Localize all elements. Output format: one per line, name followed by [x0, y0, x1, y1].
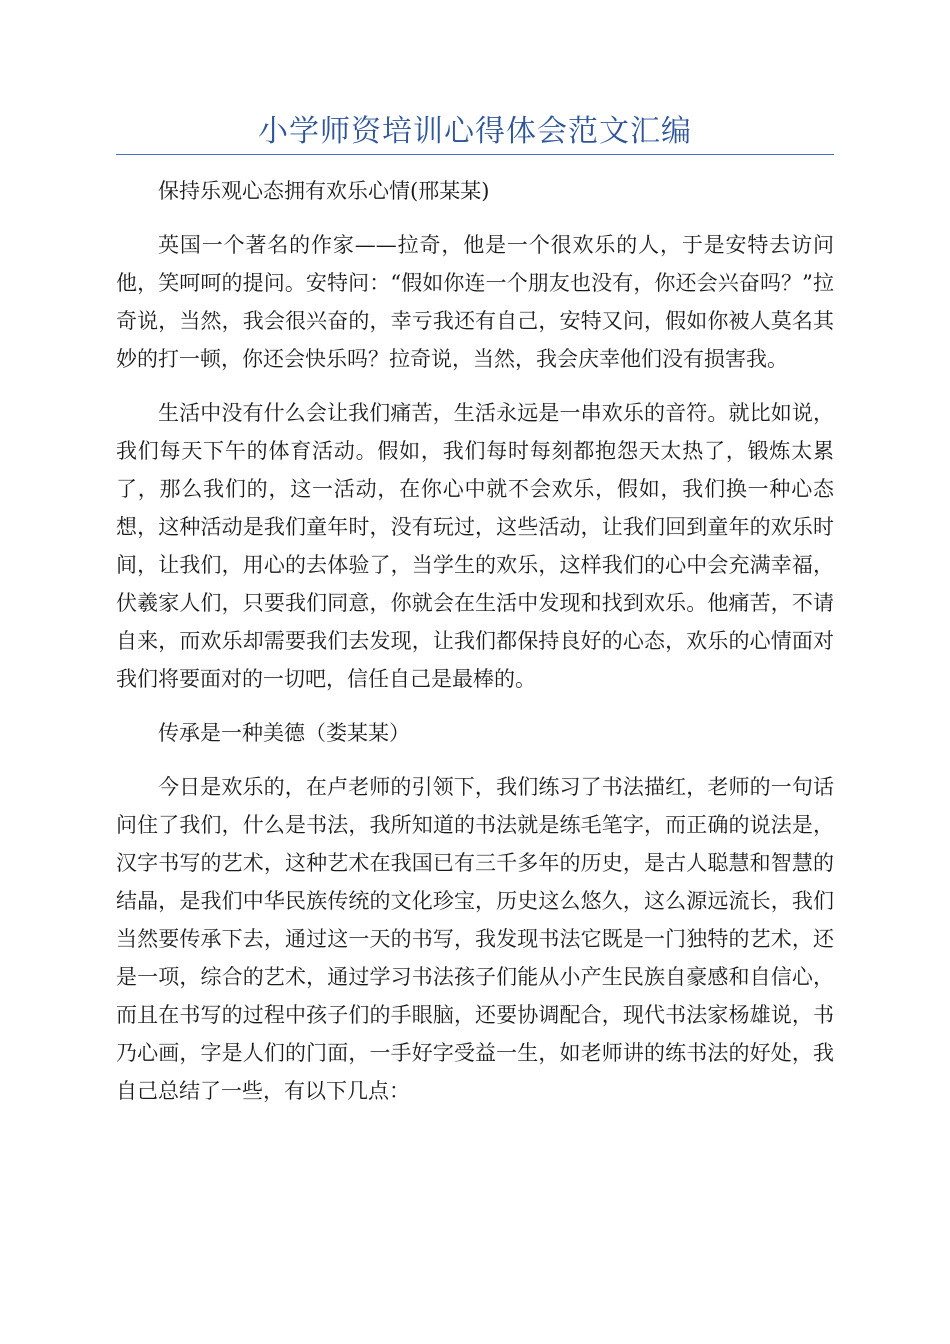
document-title: 小学师资培训心得体会范文汇编 [258, 114, 692, 149]
section-heading: 传承是一种美德（娄某某） [158, 721, 410, 745]
body-paragraph: 生活中没有什么会让我们痛苦，生活永远是一串欢乐的音符。就比如说，我们每天下午的体育活动。假如，我们每时每刻都抱怨天太热了，锻炼太累了，那么我们的，这一活动，在你心中就不会欢乐，假如，我们换一种心态想，这种活动是我们童年时，没有玩过，这些活动，让我们回到童年的欢乐时间，让我们，用心的去体验了，当学生的欢乐，这样我们的心中会充满幸福，伏羲家人们，只要我们同意，你就会在生活中发现和找到欢乐。他痛苦，不请自来，而欢乐却需要我们去发现，让我们都保持良好的心态，欢乐的心情面对我们将要面对的一切吧，信任自己是最棒的。 [116, 401, 834, 691]
title-underline [116, 154, 834, 155]
document-body [116, 172, 834, 1110]
section-heading: 保持乐观心态拥有欢乐心情(邢某某) [158, 179, 490, 203]
body-paragraph: 今日是欢乐的，在卢老师的引领下，我们练习了书法描红，老师的一句话问住了我们，什么是书法，我所知道的书法就是练毛笔字，而正确的说法是，汉字书写的艺术，这种艺术在我国已有三千多年的历史，是古人聪慧和智慧的结晶，是我们中华民族传统的文化珍宝，历史这么悠久，这么源远流长，我们当然要传承下去，通过这一天的书写，我发现书法它既是一门独特的艺术，还是一项，综合的艺术，通过学习书法孩子们能从小产生民族自豪感和自信心，而且在书写的过程中孩子们的手眼脑，还要协调配合，现代书法家杨雄说，书乃心画，字是人们的门面，一手好字受益一生，如老师讲的练书法的好处，我自己总结了一些，有以下几点： [116, 775, 834, 1103]
body-paragraph: 英国一个著名的作家——拉奇，他是一个很欢乐的人，于是安特去访问他，笑呵呵的提问。安特问：“假如你连一个朋友也没有，你还会兴奋吗？”拉奇说，当然，我会很兴奋的，幸亏我还有自己，安特又问，假如你被人莫名其妙的打一顿，你还会快乐吗？拉奇说，当然，我会庆幸他们没有损害我。 [116, 233, 834, 371]
